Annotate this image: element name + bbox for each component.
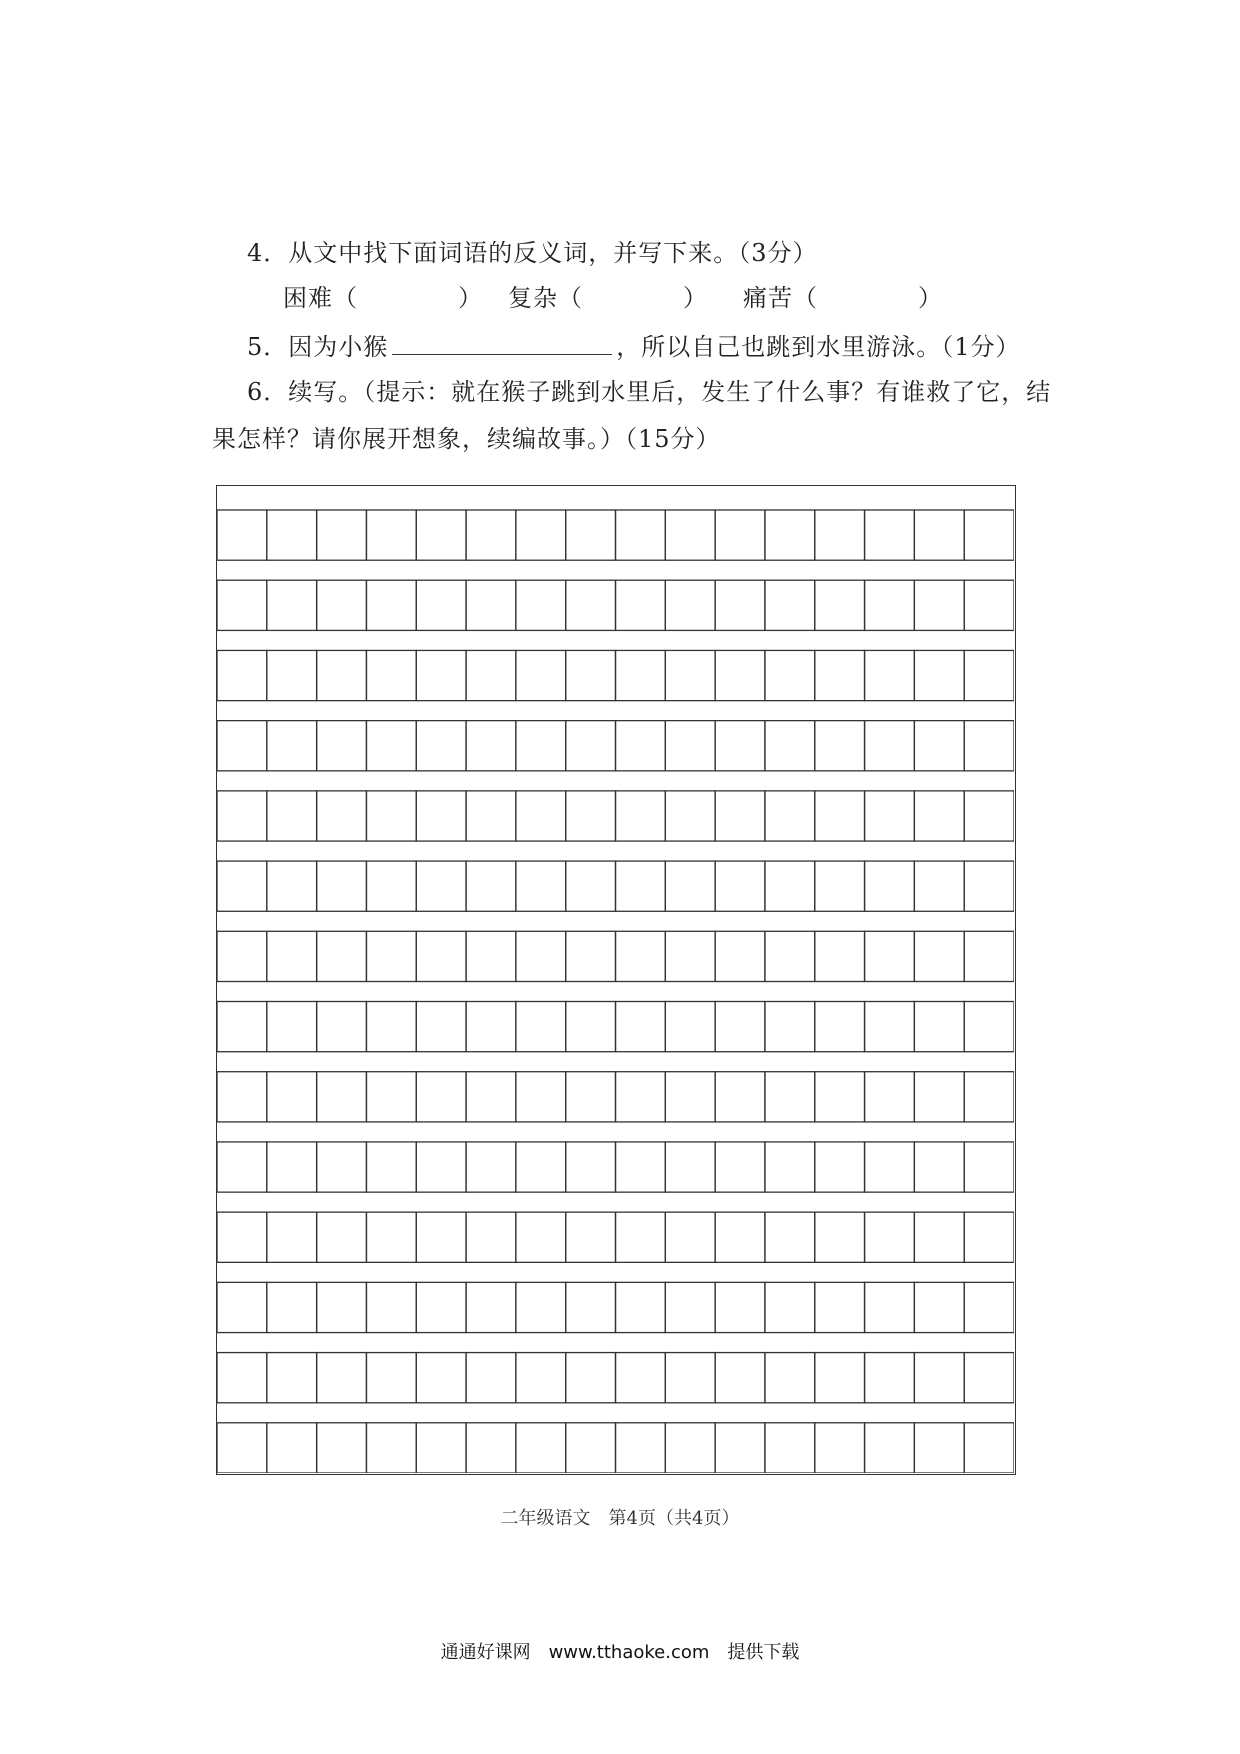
grid-cell[interactable] — [267, 1212, 317, 1262]
grid-cell[interactable] — [865, 1282, 915, 1332]
grid-cell[interactable] — [566, 1282, 616, 1332]
grid-cell[interactable] — [566, 510, 616, 560]
grid-cell[interactable] — [765, 1423, 815, 1473]
grid-row[interactable] — [217, 721, 1014, 771]
grid-cell[interactable] — [267, 1002, 317, 1052]
grid-cell[interactable] — [665, 580, 715, 630]
grid-row[interactable] — [217, 1282, 1014, 1332]
grid-cell[interactable] — [516, 721, 566, 771]
grid-cell[interactable] — [317, 580, 367, 630]
grid-cell[interactable] — [914, 1142, 964, 1192]
grid-cell[interactable] — [964, 721, 1014, 771]
question-5-prompt — [247, 330, 1021, 362]
grid-cell[interactable] — [516, 791, 566, 841]
grid-cell[interactable] — [914, 1423, 964, 1473]
grid-cell[interactable] — [715, 650, 765, 700]
grid-cell[interactable] — [317, 1212, 367, 1262]
grid-cell[interactable] — [665, 1423, 715, 1473]
grid-cell[interactable] — [416, 1142, 466, 1192]
grid-cell[interactable] — [416, 791, 466, 841]
grid-cell[interactable] — [616, 1002, 666, 1052]
grid-cell[interactable] — [217, 1142, 267, 1192]
grid-cell[interactable] — [217, 1423, 267, 1473]
grid-cell[interactable] — [914, 1212, 964, 1262]
grid-cell[interactable] — [765, 580, 815, 630]
grid-cell[interactable] — [914, 931, 964, 981]
grid-cell[interactable] — [715, 721, 765, 771]
grid-cell[interactable] — [914, 1072, 964, 1122]
grid-cell[interactable] — [715, 791, 765, 841]
grid-cell[interactable] — [616, 791, 666, 841]
grid-cell[interactable] — [765, 721, 815, 771]
grid-cell[interactable] — [466, 580, 516, 630]
grid-cell[interactable] — [416, 721, 466, 771]
grid-cell[interactable] — [366, 1002, 416, 1052]
grid-cell[interactable] — [715, 1212, 765, 1262]
grid-cell[interactable] — [366, 861, 416, 911]
grid-cell[interactable] — [366, 1353, 416, 1403]
grid-cell[interactable] — [267, 650, 317, 700]
grid-cell[interactable] — [416, 510, 466, 560]
grid-cell[interactable] — [815, 931, 865, 981]
question-6-prompt-line-2: 果怎样？请你展开想象，续编故事。）（15分） — [212, 425, 721, 453]
grid-cell[interactable] — [317, 1353, 367, 1403]
grid-cell[interactable] — [815, 721, 865, 771]
grid-cell[interactable] — [616, 721, 666, 771]
antonym-item-2: 复杂（ ） — [508, 284, 708, 312]
grid-cell[interactable] — [665, 721, 715, 771]
grid-cell[interactable] — [217, 510, 267, 560]
grid-cell[interactable] — [217, 650, 267, 700]
grid-cell[interactable] — [317, 1002, 367, 1052]
grid-cell[interactable] — [914, 861, 964, 911]
grid-cell[interactable] — [865, 931, 915, 981]
grid-cell[interactable] — [665, 1212, 715, 1262]
grid-cell[interactable] — [416, 650, 466, 700]
grid-cell[interactable] — [715, 1002, 765, 1052]
grid-cell[interactable] — [765, 861, 815, 911]
grid-cell[interactable] — [566, 721, 616, 771]
grid-cell[interactable] — [317, 791, 367, 841]
grid-row[interactable] — [217, 1142, 1014, 1192]
grid-cell[interactable] — [765, 1002, 815, 1052]
grid-cell[interactable] — [516, 510, 566, 560]
grid-cell[interactable] — [815, 1353, 865, 1403]
grid-cell[interactable] — [516, 1353, 566, 1403]
grid-cell[interactable] — [914, 1002, 964, 1052]
grid-cell[interactable] — [416, 931, 466, 981]
grid-cell[interactable] — [416, 1212, 466, 1262]
grid-cell[interactable] — [964, 1142, 1014, 1192]
grid-cell[interactable] — [665, 861, 715, 911]
grid-cell[interactable] — [217, 1072, 267, 1122]
grid-row[interactable] — [217, 861, 1014, 911]
grid-cell[interactable] — [516, 1282, 566, 1332]
grid-cell[interactable] — [366, 721, 416, 771]
grid-cell[interactable] — [466, 1212, 516, 1262]
grid-cell[interactable] — [566, 1353, 616, 1403]
grid-cell[interactable] — [616, 1423, 666, 1473]
grid-cell[interactable] — [566, 1002, 616, 1052]
grid-cell[interactable] — [317, 931, 367, 981]
grid-cell[interactable] — [516, 650, 566, 700]
grid-cell[interactable] — [865, 510, 915, 560]
question-5-text-before: 5．因为小猴 — [247, 333, 389, 361]
grid-cell[interactable] — [765, 1142, 815, 1192]
grid-row[interactable] — [217, 580, 1014, 630]
grid-cell[interactable] — [366, 1212, 416, 1262]
grid-cell[interactable] — [516, 1072, 566, 1122]
grid-cell[interactable] — [815, 1423, 865, 1473]
grid-cell[interactable] — [366, 1282, 416, 1332]
grid-cell[interactable] — [715, 1072, 765, 1122]
grid-cell[interactable] — [616, 580, 666, 630]
grid-row[interactable] — [217, 791, 1014, 841]
grid-cell[interactable] — [317, 861, 367, 911]
grid-cell[interactable] — [964, 931, 1014, 981]
grid-cell[interactable] — [416, 1282, 466, 1332]
grid-cell[interactable] — [267, 1282, 317, 1332]
grid-cell[interactable] — [217, 1212, 267, 1262]
grid-cell[interactable] — [466, 721, 516, 771]
grid-cell[interactable] — [516, 1423, 566, 1473]
grid-cell[interactable] — [416, 861, 466, 911]
grid-cell[interactable] — [964, 1353, 1014, 1403]
grid-cell[interactable] — [366, 1423, 416, 1473]
grid-cell[interactable] — [616, 510, 666, 560]
grid-cell[interactable] — [815, 510, 865, 560]
grid-cell[interactable] — [815, 1282, 865, 1332]
grid-cell[interactable] — [914, 1353, 964, 1403]
grid-cell[interactable] — [516, 1212, 566, 1262]
grid-cell[interactable] — [815, 791, 865, 841]
question-5-text-after: ，所以自己也跳到水里游泳。（1分） — [616, 333, 1021, 361]
grid-cell[interactable] — [366, 650, 416, 700]
grid-cell[interactable] — [865, 1423, 915, 1473]
page-footer: 二年级语文 第4页（共4页） — [500, 1508, 740, 1529]
grid-cell[interactable] — [665, 1282, 715, 1332]
grid-cell[interactable] — [516, 1142, 566, 1192]
grid-cell[interactable] — [416, 1423, 466, 1473]
grid-cell[interactable] — [466, 931, 516, 981]
grid-cell[interactable] — [765, 650, 815, 700]
grid-cell[interactable] — [566, 861, 616, 911]
grid-cell[interactable] — [616, 650, 666, 700]
grid-cell[interactable] — [566, 1072, 616, 1122]
grid-cell[interactable] — [865, 1002, 915, 1052]
grid-cell[interactable] — [765, 1282, 815, 1332]
grid-cell[interactable] — [267, 580, 317, 630]
grid-cell[interactable] — [616, 1072, 666, 1122]
grid-cell[interactable] — [616, 861, 666, 911]
grid-cell[interactable] — [466, 1423, 516, 1473]
grid-cell[interactable] — [964, 580, 1014, 630]
grid-cell[interactable] — [815, 1072, 865, 1122]
grid-cell[interactable] — [466, 650, 516, 700]
grid-cell[interactable] — [665, 1142, 715, 1192]
grid-cell[interactable] — [416, 1002, 466, 1052]
grid-cell[interactable] — [616, 1212, 666, 1262]
grid-cell[interactable] — [914, 721, 964, 771]
grid-cell[interactable] — [267, 1353, 317, 1403]
grid-cell[interactable] — [416, 1353, 466, 1403]
grid-cell[interactable] — [217, 931, 267, 981]
grid-cell[interactable] — [815, 1212, 865, 1262]
grid-cell[interactable] — [865, 650, 915, 700]
grid-cell[interactable] — [815, 580, 865, 630]
grid-cell[interactable] — [466, 510, 516, 560]
grid-cell[interactable] — [566, 791, 616, 841]
grid-row[interactable] — [217, 510, 1014, 560]
grid-cell[interactable] — [715, 861, 765, 911]
grid-cell[interactable] — [366, 510, 416, 560]
writing-grid[interactable] — [216, 485, 1016, 1475]
grid-cell[interactable] — [815, 650, 865, 700]
grid-cell[interactable] — [616, 931, 666, 981]
grid-cell[interactable] — [566, 650, 616, 700]
grid-cell[interactable] — [317, 1423, 367, 1473]
grid-cell[interactable] — [217, 791, 267, 841]
grid-cell[interactable] — [466, 1353, 516, 1403]
grid-cell[interactable] — [267, 1072, 317, 1122]
grid-cell[interactable] — [865, 861, 915, 911]
grid-cell[interactable] — [516, 580, 566, 630]
grid-cell[interactable] — [317, 1072, 367, 1122]
grid-cell[interactable] — [914, 1282, 964, 1332]
grid-row[interactable] — [217, 1353, 1014, 1403]
grid-cell[interactable] — [366, 791, 416, 841]
grid-cell[interactable] — [665, 650, 715, 700]
question-5-answer-blank[interactable] — [392, 330, 612, 355]
grid-cell[interactable] — [765, 791, 815, 841]
grid-cell[interactable] — [964, 1072, 1014, 1122]
grid-cell[interactable] — [715, 510, 765, 560]
grid-cell[interactable] — [765, 1212, 815, 1262]
grid-cell[interactable] — [267, 861, 317, 911]
grid-cell[interactable] — [466, 1002, 516, 1052]
grid-cell[interactable] — [516, 861, 566, 911]
grid-row[interactable] — [217, 1212, 1014, 1262]
grid-cell[interactable] — [317, 650, 367, 700]
grid-cell[interactable] — [964, 1282, 1014, 1332]
grid-cell[interactable] — [466, 861, 516, 911]
grid-cell[interactable] — [217, 861, 267, 911]
grid-cell[interactable] — [865, 721, 915, 771]
grid-cell[interactable] — [914, 650, 964, 700]
grid-cell[interactable] — [366, 580, 416, 630]
grid-cell[interactable] — [416, 580, 466, 630]
antonym-item-1: 困难（ ） — [283, 284, 483, 312]
grid-cell[interactable] — [665, 1072, 715, 1122]
question-6-prompt-line-1: 6．续写。（提示：就在猴子跳到水里后，发生了什么事？有谁救了它，结 — [247, 378, 1052, 406]
grid-cell[interactable] — [964, 791, 1014, 841]
grid-cell[interactable] — [665, 1002, 715, 1052]
grid-cell[interactable] — [815, 1002, 865, 1052]
grid-cell[interactable] — [217, 1002, 267, 1052]
grid-cell[interactable] — [267, 721, 317, 771]
grid-cell[interactable] — [267, 931, 317, 981]
grid-cell[interactable] — [865, 1212, 915, 1262]
grid-cell[interactable] — [665, 931, 715, 981]
grid-cell[interactable] — [964, 861, 1014, 911]
grid-cell[interactable] — [466, 1142, 516, 1192]
question-4-prompt: 4．从文中找下面词语的反义词，并写下来。（3分） — [247, 239, 818, 267]
grid-row[interactable] — [217, 1423, 1014, 1473]
grid-cell[interactable] — [964, 1002, 1014, 1052]
grid-cell[interactable] — [566, 1212, 616, 1262]
grid-cell[interactable] — [715, 1142, 765, 1192]
grid-cell[interactable] — [865, 791, 915, 841]
grid-cell[interactable] — [765, 1353, 815, 1403]
grid-cell[interactable] — [466, 791, 516, 841]
grid-row[interactable] — [217, 931, 1014, 981]
grid-cell[interactable] — [616, 1282, 666, 1332]
grid-cell[interactable] — [217, 580, 267, 630]
grid-cell[interactable] — [217, 721, 267, 771]
grid-cell[interactable] — [217, 1282, 267, 1332]
grid-cell[interactable] — [267, 1142, 317, 1192]
grid-cell[interactable] — [616, 1353, 666, 1403]
grid-row[interactable] — [217, 1002, 1014, 1052]
grid-cell[interactable] — [914, 580, 964, 630]
grid-cell[interactable] — [715, 1423, 765, 1473]
grid-cell[interactable] — [366, 1072, 416, 1122]
grid-cell[interactable] — [317, 721, 367, 771]
grid-cell[interactable] — [715, 580, 765, 630]
grid-cell[interactable] — [267, 1423, 317, 1473]
grid-cell[interactable] — [416, 1072, 466, 1122]
grid-cell[interactable] — [366, 931, 416, 981]
grid-cell[interactable] — [566, 580, 616, 630]
writing-grid-lines — [217, 486, 1014, 1473]
grid-cell[interactable] — [566, 1142, 616, 1192]
grid-row[interactable] — [217, 1072, 1014, 1122]
grid-cell[interactable] — [715, 1353, 765, 1403]
grid-cell[interactable] — [317, 1282, 367, 1332]
grid-cell[interactable] — [317, 510, 367, 560]
grid-cell[interactable] — [665, 1353, 715, 1403]
grid-cell[interactable] — [267, 510, 317, 560]
grid-cell[interactable] — [765, 510, 815, 560]
grid-cell[interactable] — [865, 580, 915, 630]
grid-cell[interactable] — [217, 1353, 267, 1403]
grid-row[interactable] — [217, 650, 1014, 700]
download-watermark: 通通好课网 www.tthaoke.com 提供下载 — [440, 1642, 800, 1663]
grid-cell[interactable] — [267, 791, 317, 841]
grid-cell[interactable] — [865, 1072, 915, 1122]
grid-cell[interactable] — [765, 1072, 815, 1122]
grid-cell[interactable] — [466, 1282, 516, 1332]
grid-cell[interactable] — [516, 1002, 566, 1052]
grid-cell[interactable] — [616, 1142, 666, 1192]
grid-cell[interactable] — [914, 791, 964, 841]
grid-cell[interactable] — [665, 791, 715, 841]
grid-cell[interactable] — [715, 1282, 765, 1332]
grid-cell[interactable] — [665, 510, 715, 560]
grid-cell[interactable] — [466, 1072, 516, 1122]
grid-cell[interactable] — [865, 1142, 915, 1192]
grid-cell[interactable] — [815, 1142, 865, 1192]
antonym-item-3: 痛苦（ ） — [743, 284, 943, 312]
grid-cell[interactable] — [964, 510, 1014, 560]
grid-cell[interactable] — [566, 931, 616, 981]
grid-cell[interactable] — [516, 931, 566, 981]
grid-cell[interactable] — [317, 1142, 367, 1192]
grid-cell[interactable] — [366, 1142, 416, 1192]
grid-cell[interactable] — [765, 931, 815, 981]
grid-cell[interactable] — [914, 510, 964, 560]
grid-cell[interactable] — [566, 1423, 616, 1473]
grid-cell[interactable] — [964, 650, 1014, 700]
grid-cell[interactable] — [964, 1212, 1014, 1262]
grid-cell[interactable] — [715, 931, 765, 981]
grid-cell[interactable] — [865, 1353, 915, 1403]
grid-cell[interactable] — [815, 861, 865, 911]
grid-cell[interactable] — [964, 1423, 1014, 1473]
